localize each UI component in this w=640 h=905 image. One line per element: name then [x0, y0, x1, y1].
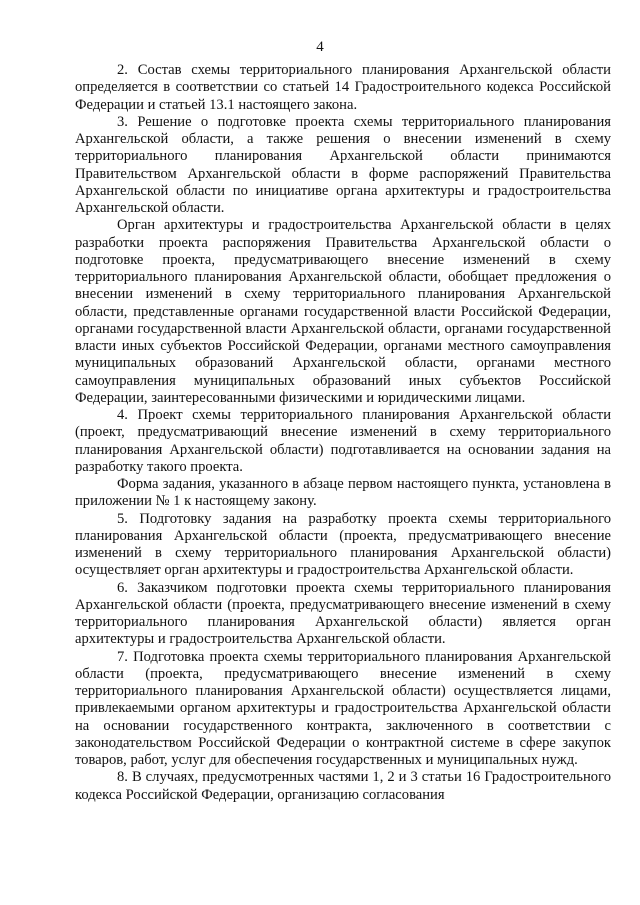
paragraph-4: 4. Проект схемы территориального планирования Архангельской области (проект, предусматривающий внесение изменений в схему территориального планирования Архангельской области) подготавливается на основании задания на разработку такого проекта. [75, 407, 611, 475]
paragraph-2: 2. Состав схемы территориального планирования Архангельской области определяется в соответствии со статьей 14 Градостроительного кодекса Российской Федерации и статьей 13.1 настоящего закона. [75, 62, 611, 113]
paragraph-8: 8. В случаях, предусмотренных частями 1, 2 и 3 статьи 16 Градостроительного кодекса Российской Федерации, организацию согласования [75, 769, 611, 803]
paragraph-5: 5. Подготовку задания на разработку проекта схемы территориального планирования Архангельской области (проекта, предусматривающего внесение изменений в схему территориального планирования Архангельской области) осуществляет орган архитектуры и градостроительства Архангельской области. [75, 510, 611, 579]
paragraph-6: 6. Заказчиком подготовки проекта схемы территориального планирования Архангельской области (проекта, предусматривающего внесение изменений в схему территориального планирования Архангельской области) является орган архитектуры и градостроительства Архангельской области. [75, 579, 611, 648]
document-body [75, 62, 611, 804]
paragraph-3: 3. Решение о подготовке проекта схемы территориального планирования Архангельской области, а также решения о внесении изменений в схему территориального планирования Архангельской области принимаются Правительством Архангельской области в форме распоряжений Правительства Архангельской области по инициативе органа архитектуры и градостроительства Архангельской области. [75, 113, 611, 216]
paragraph-7: 7. Подготовка проекта схемы территориального планирования Архангельской области (проекта, предусматривающего внесение изменений в схему территориального планирования Архангельской области) осуществляется лицами, привлекаемыми органом архитектуры и градостроительства Архангельской области на основании государственного контракта, заключенного в соответствии с законодательством Российской Федерации о контрактной системе в сфере закупок товаров, работ, услуг для обеспечения государственных и муниципальных нужд. [75, 648, 611, 768]
page-number: 4 [316, 39, 324, 55]
paragraph-3-organ: Орган архитектуры и градостроительства Архангельской области в целях разработки проекта распоряжения Правительства Архангельской области о подготовке проекта, предусматривающего внесение изменений в схему территориального планирования Архангельской области, обобщает предложения о внесении изменений в схему территориального планирования Архангельской области, представленные органами государственной власти Российской Федерации, органами государственной власти Архангельской области, органами государственной власти иных субъектов Российской Федерации, органами местного самоуправления муниципальных образований Архангельской области, органами местного самоуправления муниципальных образований иных субъектов Российской Федерации, заинтересованными физическими и юридическими лицами. [75, 217, 611, 406]
paragraph-4-form: Форма задания, указанного в абзаце первом настоящего пункта, установлена в приложении № 1 к настоящему закону. [75, 476, 611, 510]
